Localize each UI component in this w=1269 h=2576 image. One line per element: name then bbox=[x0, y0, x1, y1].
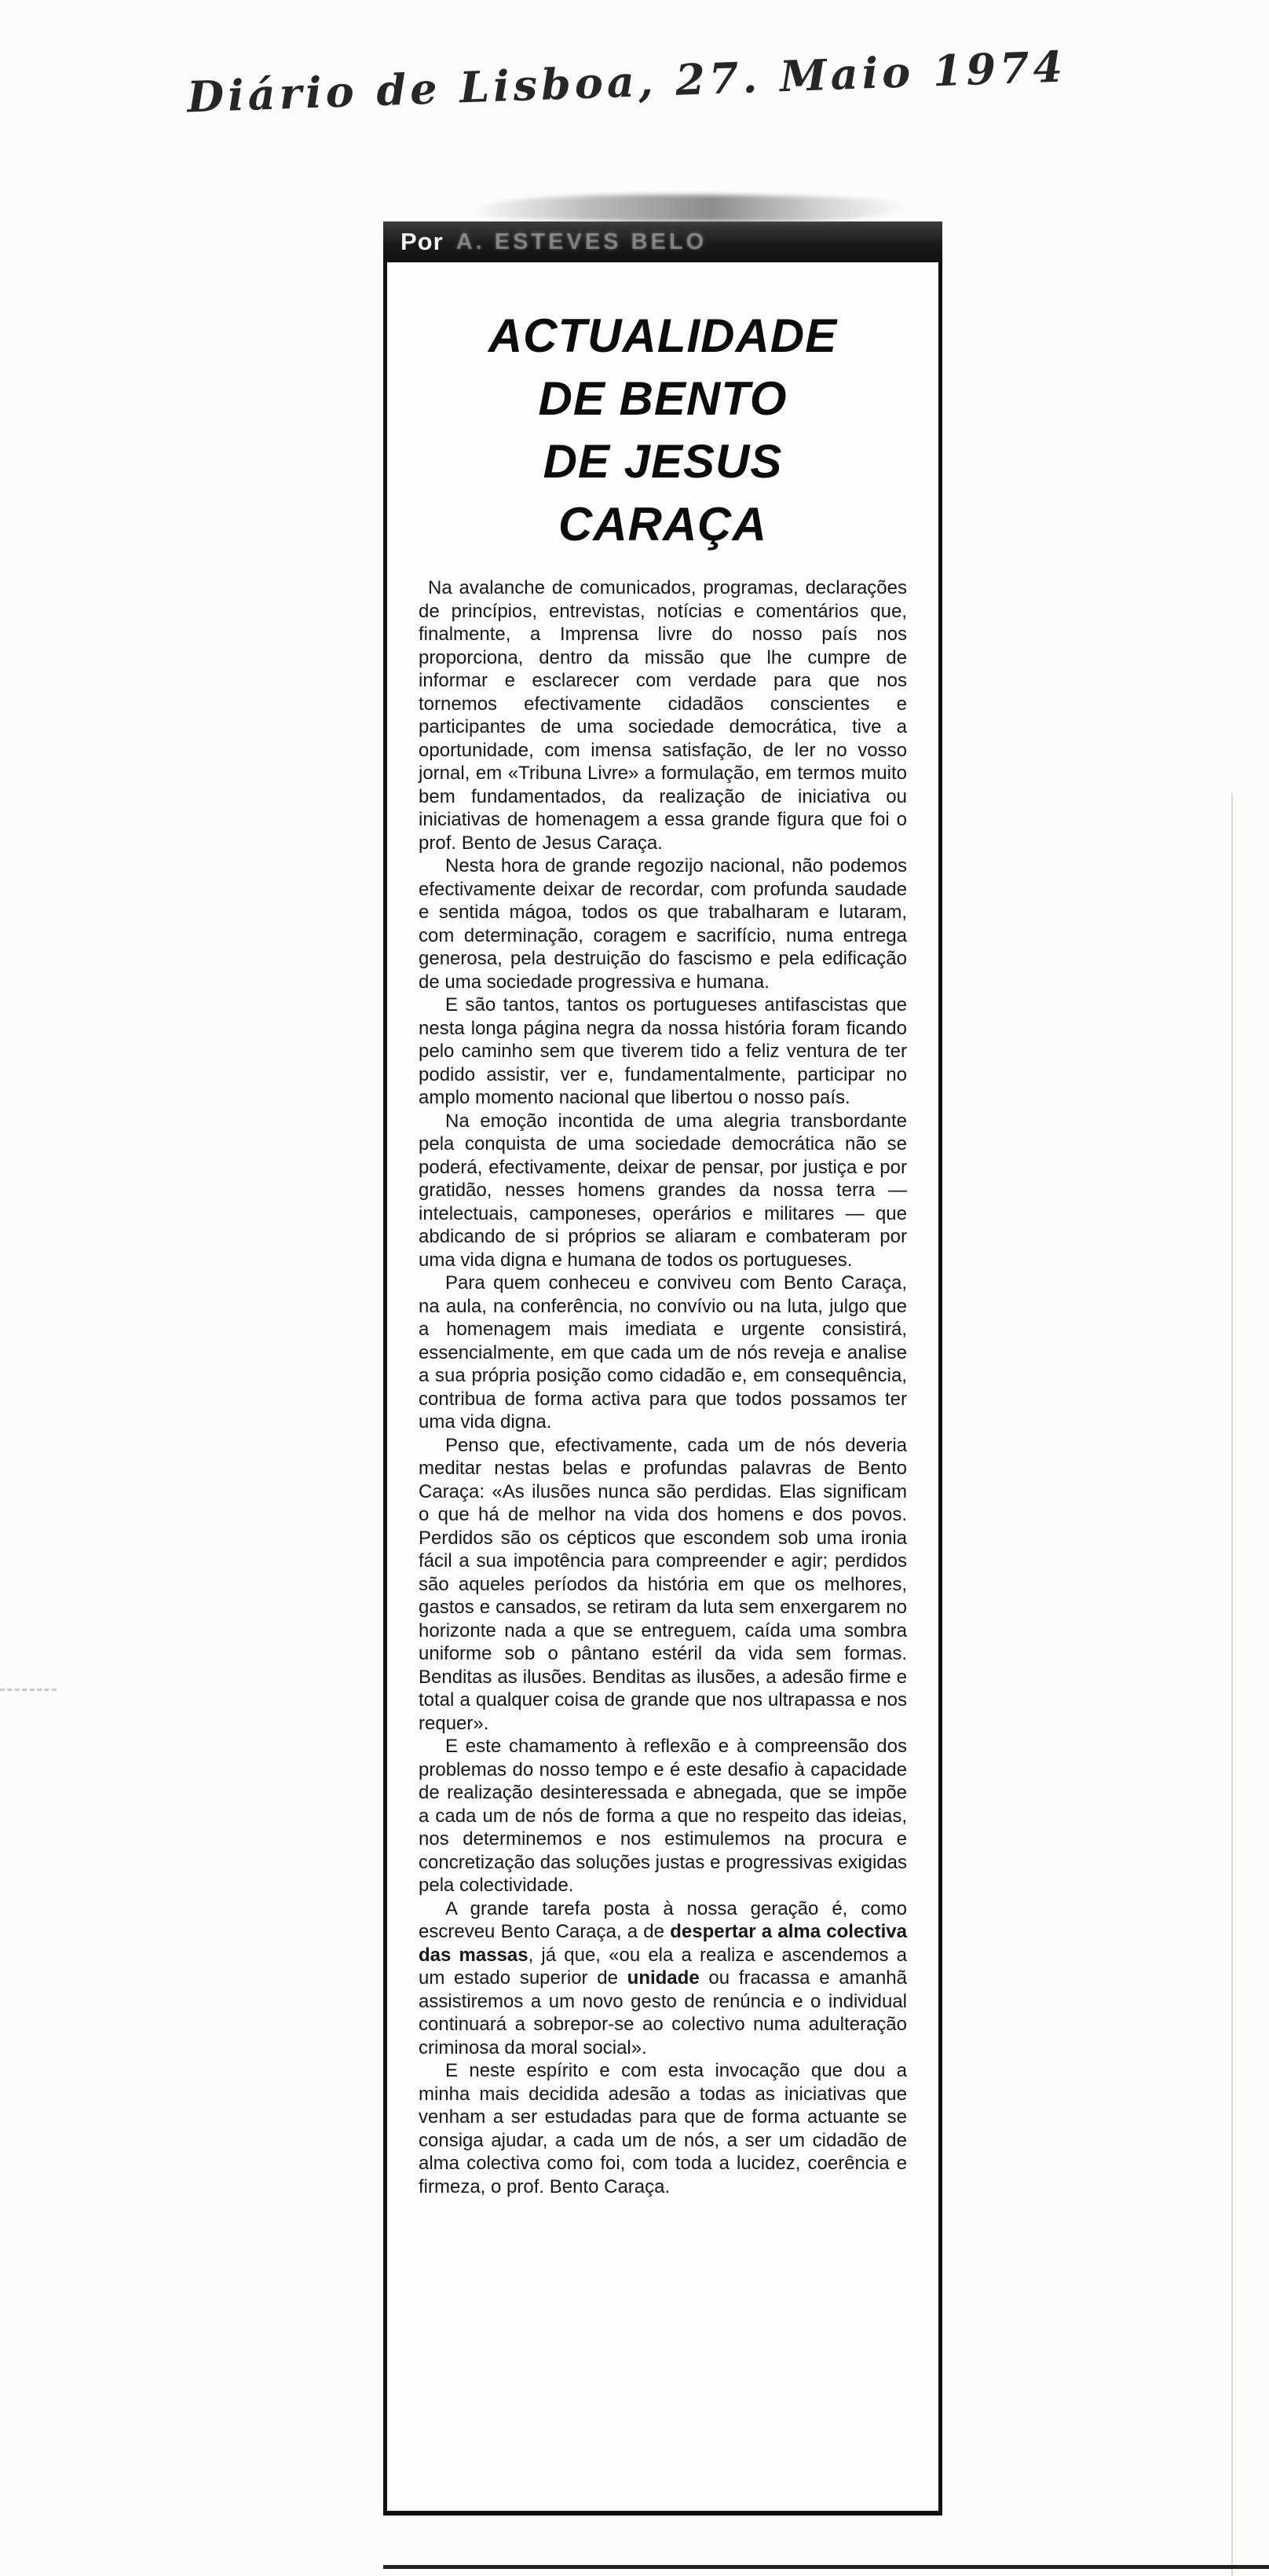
article-paragraph: Na emoção incontida de uma alegria transbordante pela conquista de uma sociedade democrática não se poderá, efectivamente, deixar de pensar, por justiça e por gratidão, nesses homens grandes da nossa terra — intelectuais, camponeses, operários e militares — que abdicando de si próprios se aliaram e combateram por uma vida digna e humana de todos os portugueses. bbox=[419, 1110, 907, 1271]
article-paragraph: Para quem conheceu e conviveu com Bento Caraça, na aula, na conferência, no convívio ou na luta, julgo que a homenagem mais imediata e urgente consistirá, essencialmente, em que cada um de nós reveja e analise a sua própria posição como cidadão e, em consequência, contribua de forma activa para que todos possamos ter uma vida digna. bbox=[419, 1272, 907, 1433]
title-line: DE JESUS bbox=[543, 435, 783, 488]
scan-artifact-dashes bbox=[0, 1689, 57, 1691]
newspaper-clipping bbox=[383, 195, 942, 2516]
article-paragraph: A grande tarefa posta à nossa geração é, como escreveu Bento Caraça, a de despertar a alma colectiva das massas, já que, «ou ela a realiza e ascendemos a um estado superior de unidade ou fracassa e amanhã assistiremos a um novo gesto de renúncia e o individual continuará a sobrepor-se ao colectivo numa adulteração criminosa da moral social». bbox=[419, 1897, 907, 2058]
article-paragraph: Nesta hora de grande regozijo nacional, não podemos efectivamente deixar de recordar, com profunda saudade e sentida mágoa, todos os que trabalharam e lutaram, com determinação, coragem e sacrifício, numa entrega generosa, pela destruição do fascismo e pela edificação de uma sociedade progressiva e humana. bbox=[419, 855, 907, 993]
title-line: CARAÇA bbox=[558, 498, 767, 551]
title-line: ACTUALIDADE bbox=[488, 309, 838, 362]
byline-author: A. ESTEVES BELO bbox=[455, 229, 708, 254]
article-body bbox=[419, 576, 907, 2198]
byline-bar bbox=[383, 221, 942, 262]
article bbox=[383, 262, 942, 2516]
article-paragraph: E este chamamento à reflexão e à compreensão dos problemas do nosso tempo e é este desafio à capacidade de realização desinteressada e abnegada, que se impõe a cada um de nós de forma a que no respeito das ideias, nos determinemos e nos estimulemos na procura e concretização das soluções justas e progressivas exigidas pela colectividade. bbox=[419, 1736, 907, 1896]
scan-artifact-vertical-line bbox=[1231, 793, 1233, 2576]
scan-artifact-bottom-line bbox=[383, 2565, 1269, 2569]
article-title bbox=[419, 305, 907, 556]
title-line: DE BENTO bbox=[538, 372, 788, 425]
scan-smudge bbox=[471, 195, 908, 221]
handwritten-note: Diário de Lisboa, 27. Maio 1974 bbox=[186, 41, 1068, 123]
article-paragraph: Penso que, efectivamente, cada um de nós deveria meditar nestas belas e profundas palavras de Bento Caraça: «As ilusões nunca são perdidas. Elas significam o que há de melhor na vida dos homens e dos povos. Perdidos são os cépticos que escondem sob uma ironia fácil a sua impotência para compreender e agir; perdidos são aqueles períodos da história em que os melhores, gastos e cansados, se retiram da luta sem enxergarem no horizonte nada a que se entreguem, caída uma sombra uniforme sob o pântano estéril da vida sem formas. Benditas as ilusões. Benditas as ilusões, a adesão firme e total a qualquer coisa de grande que nos ultrapassa e nos requer». bbox=[419, 1434, 907, 1734]
article-paragraph: E são tantos, tantos os portugueses antifascistas que nesta longa página negra da nossa história foram ficando pelo caminho sem que tiverem tido a feliz ventura de ter podido assistir, ver e, fundamentalmente, participar no amplo momento nacional que libertou o nosso país. bbox=[419, 994, 907, 1108]
article-paragraph: E neste espírito e com esta invocação que dou a minha mais decidida adesão a todas as iniciativas que venham a ser estudadas para que de forma actuante se consiga ajudar, a cada um de nós, a ser um cidadão de alma colectiva como foi, com toda a lucidez, coerência e firmeza, o prof. Bento Caraça. bbox=[419, 2060, 907, 2197]
article-paragraph: Na avalanche de comunicados, programas, declarações de princípios, entrevistas, notícias e comentários que, finalmente, a Imprensa livre do nosso país nos proporciona, dentro da missão que lhe cumpre de informar e esclarecer com verdade para que nos tornemos efectivamente cidadãos conscientes e participantes de uma sociedade democrática, tive a oportunidade, com imensa satisfação, de ler no vosso jornal, em «Tribuna Livre» a formulação, em termos muito bem fundamentados, da realização de iniciativa ou iniciativas de homenagem a essa grande figura que foi o prof. Bento de Jesus Caraça. bbox=[419, 577, 907, 854]
byline-prefix: Por bbox=[400, 228, 444, 255]
